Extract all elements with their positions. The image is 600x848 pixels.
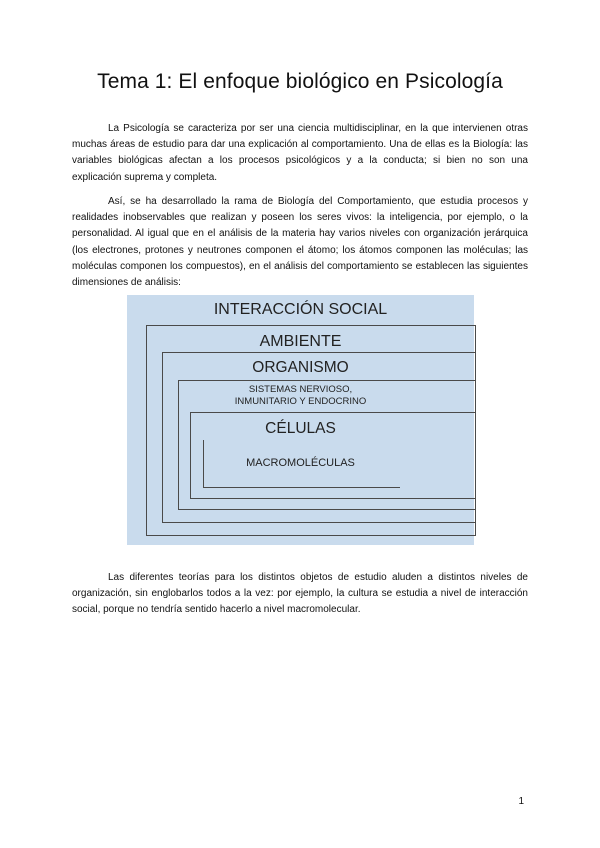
label-macromoleculas: MACROMOLÉCULAS [246, 457, 355, 469]
label-ambiente: AMBIENTE [259, 333, 342, 350]
page-number: 1 [518, 796, 524, 807]
label-organismo: ORGANISMO [252, 359, 349, 376]
paragraph-biologia-comportamiento: Así, se ha desarrollado la rama de Biología del Comportamiento, que estudia procesos y realidades inobservables que realizan y poseen los seres vivos: la inteligencia, por ejemplo, o la personalidad. Al igual que en el análisis de la materia hay varios niveles con organización jerárquica (los electrones, protones y neutrones componen el átomo; los átomos componen las moléculas; las moléculas componen los compuestos), en el análisis del comportamiento se establecen las siguientes dimensiones de análisis: [72, 196, 528, 289]
label-sistemas: SISTEMAS NERVIOSO, INMUNITARIO Y ENDOCRINO [234, 384, 367, 407]
label-interaccion-social: INTERACCIÓN SOCIAL [213, 301, 388, 318]
page-title: Tema 1: El enfoque biológico en Psicología [97, 70, 503, 93]
paragraph-intro: La Psicología se caracteriza por ser una ciencia multidisciplinar, en la que intervienen otras muchas áreas de estudio para dar una explicación al comportamiento. Una de ellas es la Biología: las variables biológicas afectan a los procesos psicológicos y a la conducta; si bien no son una explicación suprema y completa. [72, 123, 528, 183]
paragraph-teorias: Las diferentes teorías para los distintos objetos de estudio aluden a distintos niveles de organización, sin englobarlos todos a la vez: por ejemplo, la cultura se estudia a nivel de interacción social, porque no tendría sentido hacerlo a nivel macromolecular. [72, 572, 528, 616]
levels-of-analysis-diagram [127, 295, 474, 545]
label-celulas: CÉLULAS [265, 420, 336, 437]
